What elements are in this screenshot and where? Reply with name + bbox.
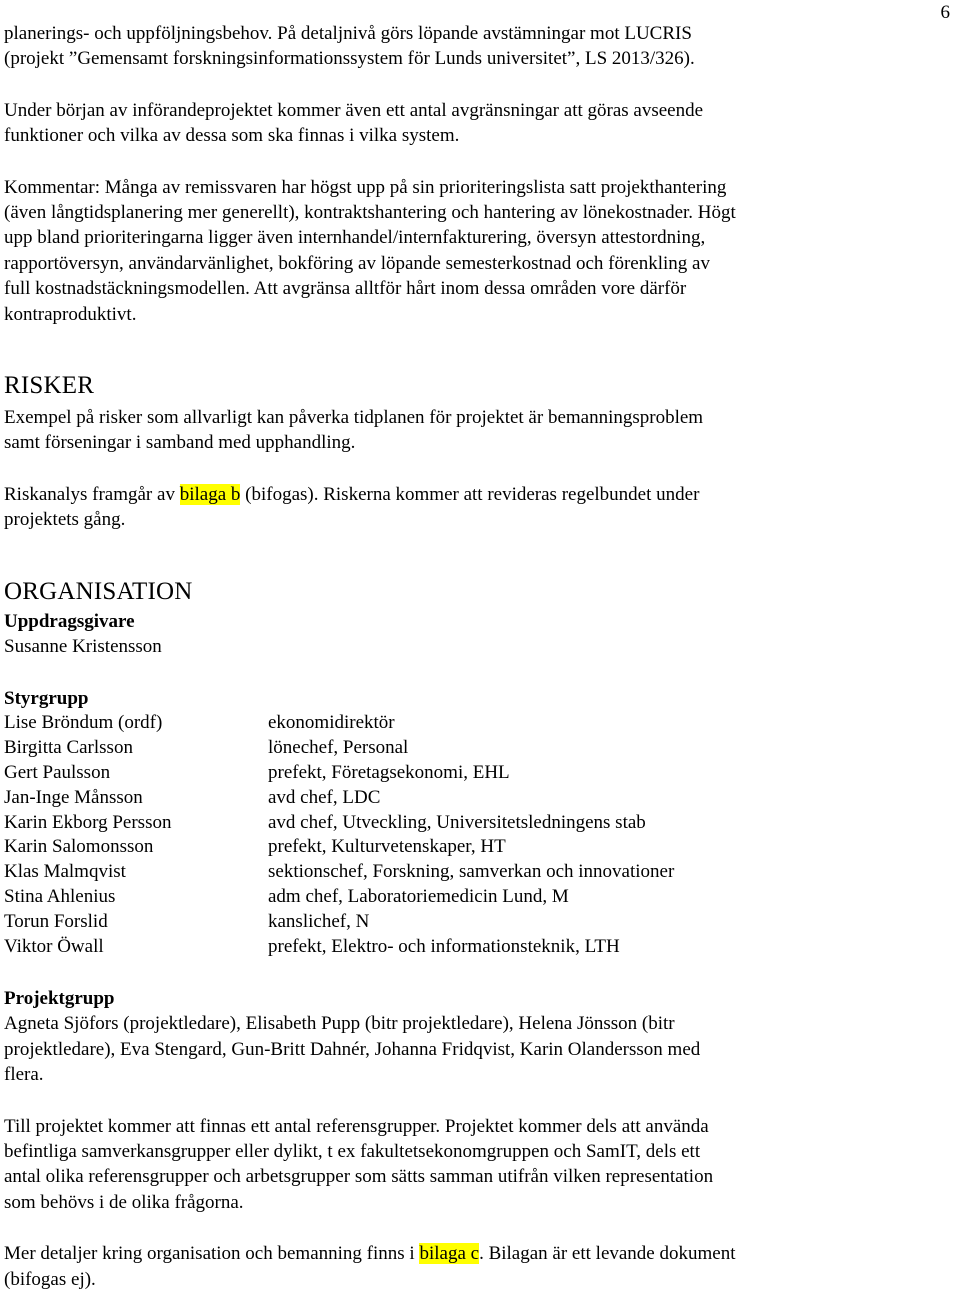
text-line: funktioner och vilka av dessa som ska finnas i vilka system. — [4, 125, 460, 147]
text-segment: Mer detaljer kring organisation och bemanning finns i — [4, 1243, 420, 1265]
styrgrupp-label: Styrgrupp — [4, 687, 89, 709]
organisation-heading: ORGANISATION — [4, 577, 193, 605]
text-line: projektledare), Eva Stengard, Gun-Britt Dahnér, Johanna Fridqvist, Karin Olandersson med — [4, 1038, 701, 1060]
text-segment: Riskanalys framgår av — [4, 483, 180, 505]
member-name: Gert Paulsson — [4, 761, 111, 783]
member-role: adm chef, Laboratoriemedicin Lund, M — [268, 886, 569, 908]
member-role: avd chef, LDC — [268, 786, 381, 808]
text-line: antal olika referensgrupper och arbetsgrupper som sätts samman utifrån vilken representation — [4, 1166, 714, 1188]
text-line: (bifogas ej). — [4, 1268, 96, 1290]
avgransning-paragraph — [4, 98, 944, 149]
text-line: samt förseningar i samband med upphandling. — [4, 432, 356, 454]
intro-paragraph — [4, 21, 944, 72]
member-name: Viktor Öwall — [4, 936, 104, 958]
text-line: Till projektet kommer att finnas ett antal referensgrupper. Projektet kommer dels att använda — [4, 1115, 709, 1137]
member-name: Stina Ahlenius — [4, 886, 116, 908]
member-name: Karin Ekborg Persson — [4, 811, 172, 833]
bilaga-b-reference: bilaga b — [179, 483, 241, 505]
text-line: projektets gång. — [4, 509, 126, 531]
member-name: Jan-Inge Månsson — [4, 786, 143, 808]
member-role: sektionschef, Forskning, samverkan och innovationer — [268, 861, 675, 883]
uppdragsgivare-label: Uppdragsgivare — [4, 610, 135, 632]
text-segment: . Bilagan är ett levande dokument — [479, 1243, 736, 1265]
member-name: Lise Bröndum (ordf) — [4, 711, 163, 733]
member-role: ekonomidirektör — [268, 711, 395, 733]
bilaga-c-reference: bilaga c — [419, 1243, 480, 1265]
kommentar-paragraph — [4, 175, 944, 327]
member-name: Torun Forslid — [4, 911, 108, 933]
text-line: som behövs i de olika frågorna. — [4, 1191, 244, 1213]
text-line: Agneta Sjöfors (projektledare), Elisabeth Pupp (bitr projektledare), Helena Jönsson (bitr — [4, 1013, 675, 1035]
page-number: 6 — [940, 2, 950, 23]
text-line: rapportöversyn, användarvänlighet, bokföring av löpande semesterkostnad och förenkling av — [4, 252, 710, 274]
member-role: lönechef, Personal — [268, 736, 409, 758]
intro-line: planerings- och uppföljningsbehov. På detaljnivå görs löpande avstämningar mot LUCRIS — [4, 23, 692, 44]
detaljer-paragraph — [4, 1241, 944, 1292]
risker-paragraph-2 — [4, 482, 944, 533]
member-role: avd chef, Utveckling, Universitetsledningens stab — [268, 811, 646, 833]
uppdragsgivare-name: Susanne Kristensson — [4, 636, 162, 658]
styrgrupp-roster — [4, 711, 944, 960]
text-line: upp bland prioriteringarna ligger även internhandel/internfakturering, översyn attestordning, — [4, 227, 706, 249]
member-name: Birgitta Carlsson — [4, 736, 133, 758]
text-line: befintliga samverkansgrupper eller dylikt, t ex fakultetsekonomgruppen och SamIT, dels ett — [4, 1141, 701, 1162]
member-role: prefekt, Elektro- och informationsteknik, LTH — [268, 936, 620, 958]
text-line: full kostnadstäckningsmodellen. Att avgränsa alltför hårt inom dessa områden vore därför — [4, 278, 687, 300]
text-line: flera. — [4, 1064, 44, 1086]
member-role: prefekt, Företagsekonomi, EHL — [268, 761, 510, 783]
member-name: Klas Malmqvist — [4, 861, 126, 883]
text-line: Under början av införandeprojektet kommer även ett antal avgränsningar att göras avseende — [4, 99, 704, 121]
text-line: Exempel på risker som allvarligt kan påverka tidplanen för projektet är bemanningsproblem — [4, 407, 704, 429]
referensgrupper-paragraph — [4, 1114, 944, 1216]
member-role: prefekt, Kulturvetenskaper, HT — [268, 836, 506, 858]
projektgrupp-paragraph — [4, 1011, 944, 1087]
text-line: (även långtidsplanering mer generellt), kontraktshantering och hantering av lönekostnader. Högt — [4, 202, 736, 224]
document-page — [4, 21, 944, 1292]
text-line: Kommentar: Många av remissvaren har högst upp på sin prioriteringslista satt projekthantering — [4, 176, 727, 198]
text-segment: (bifogas). Riskerna kommer att revideras regelbundet under — [240, 483, 700, 505]
intro-line: (projekt ”Gemensamt forskningsinformationssystem för Lunds universitet”, LS 2013/326). — [4, 48, 695, 70]
risker-heading: RISKER — [4, 372, 95, 400]
projektgrupp-label: Projektgrupp — [4, 987, 115, 1009]
member-role: kanslichef, N — [268, 911, 370, 933]
member-name: Karin Salomonsson — [4, 836, 154, 858]
text-line: kontraproduktivt. — [4, 303, 137, 325]
risker-paragraph-1 — [4, 405, 944, 456]
